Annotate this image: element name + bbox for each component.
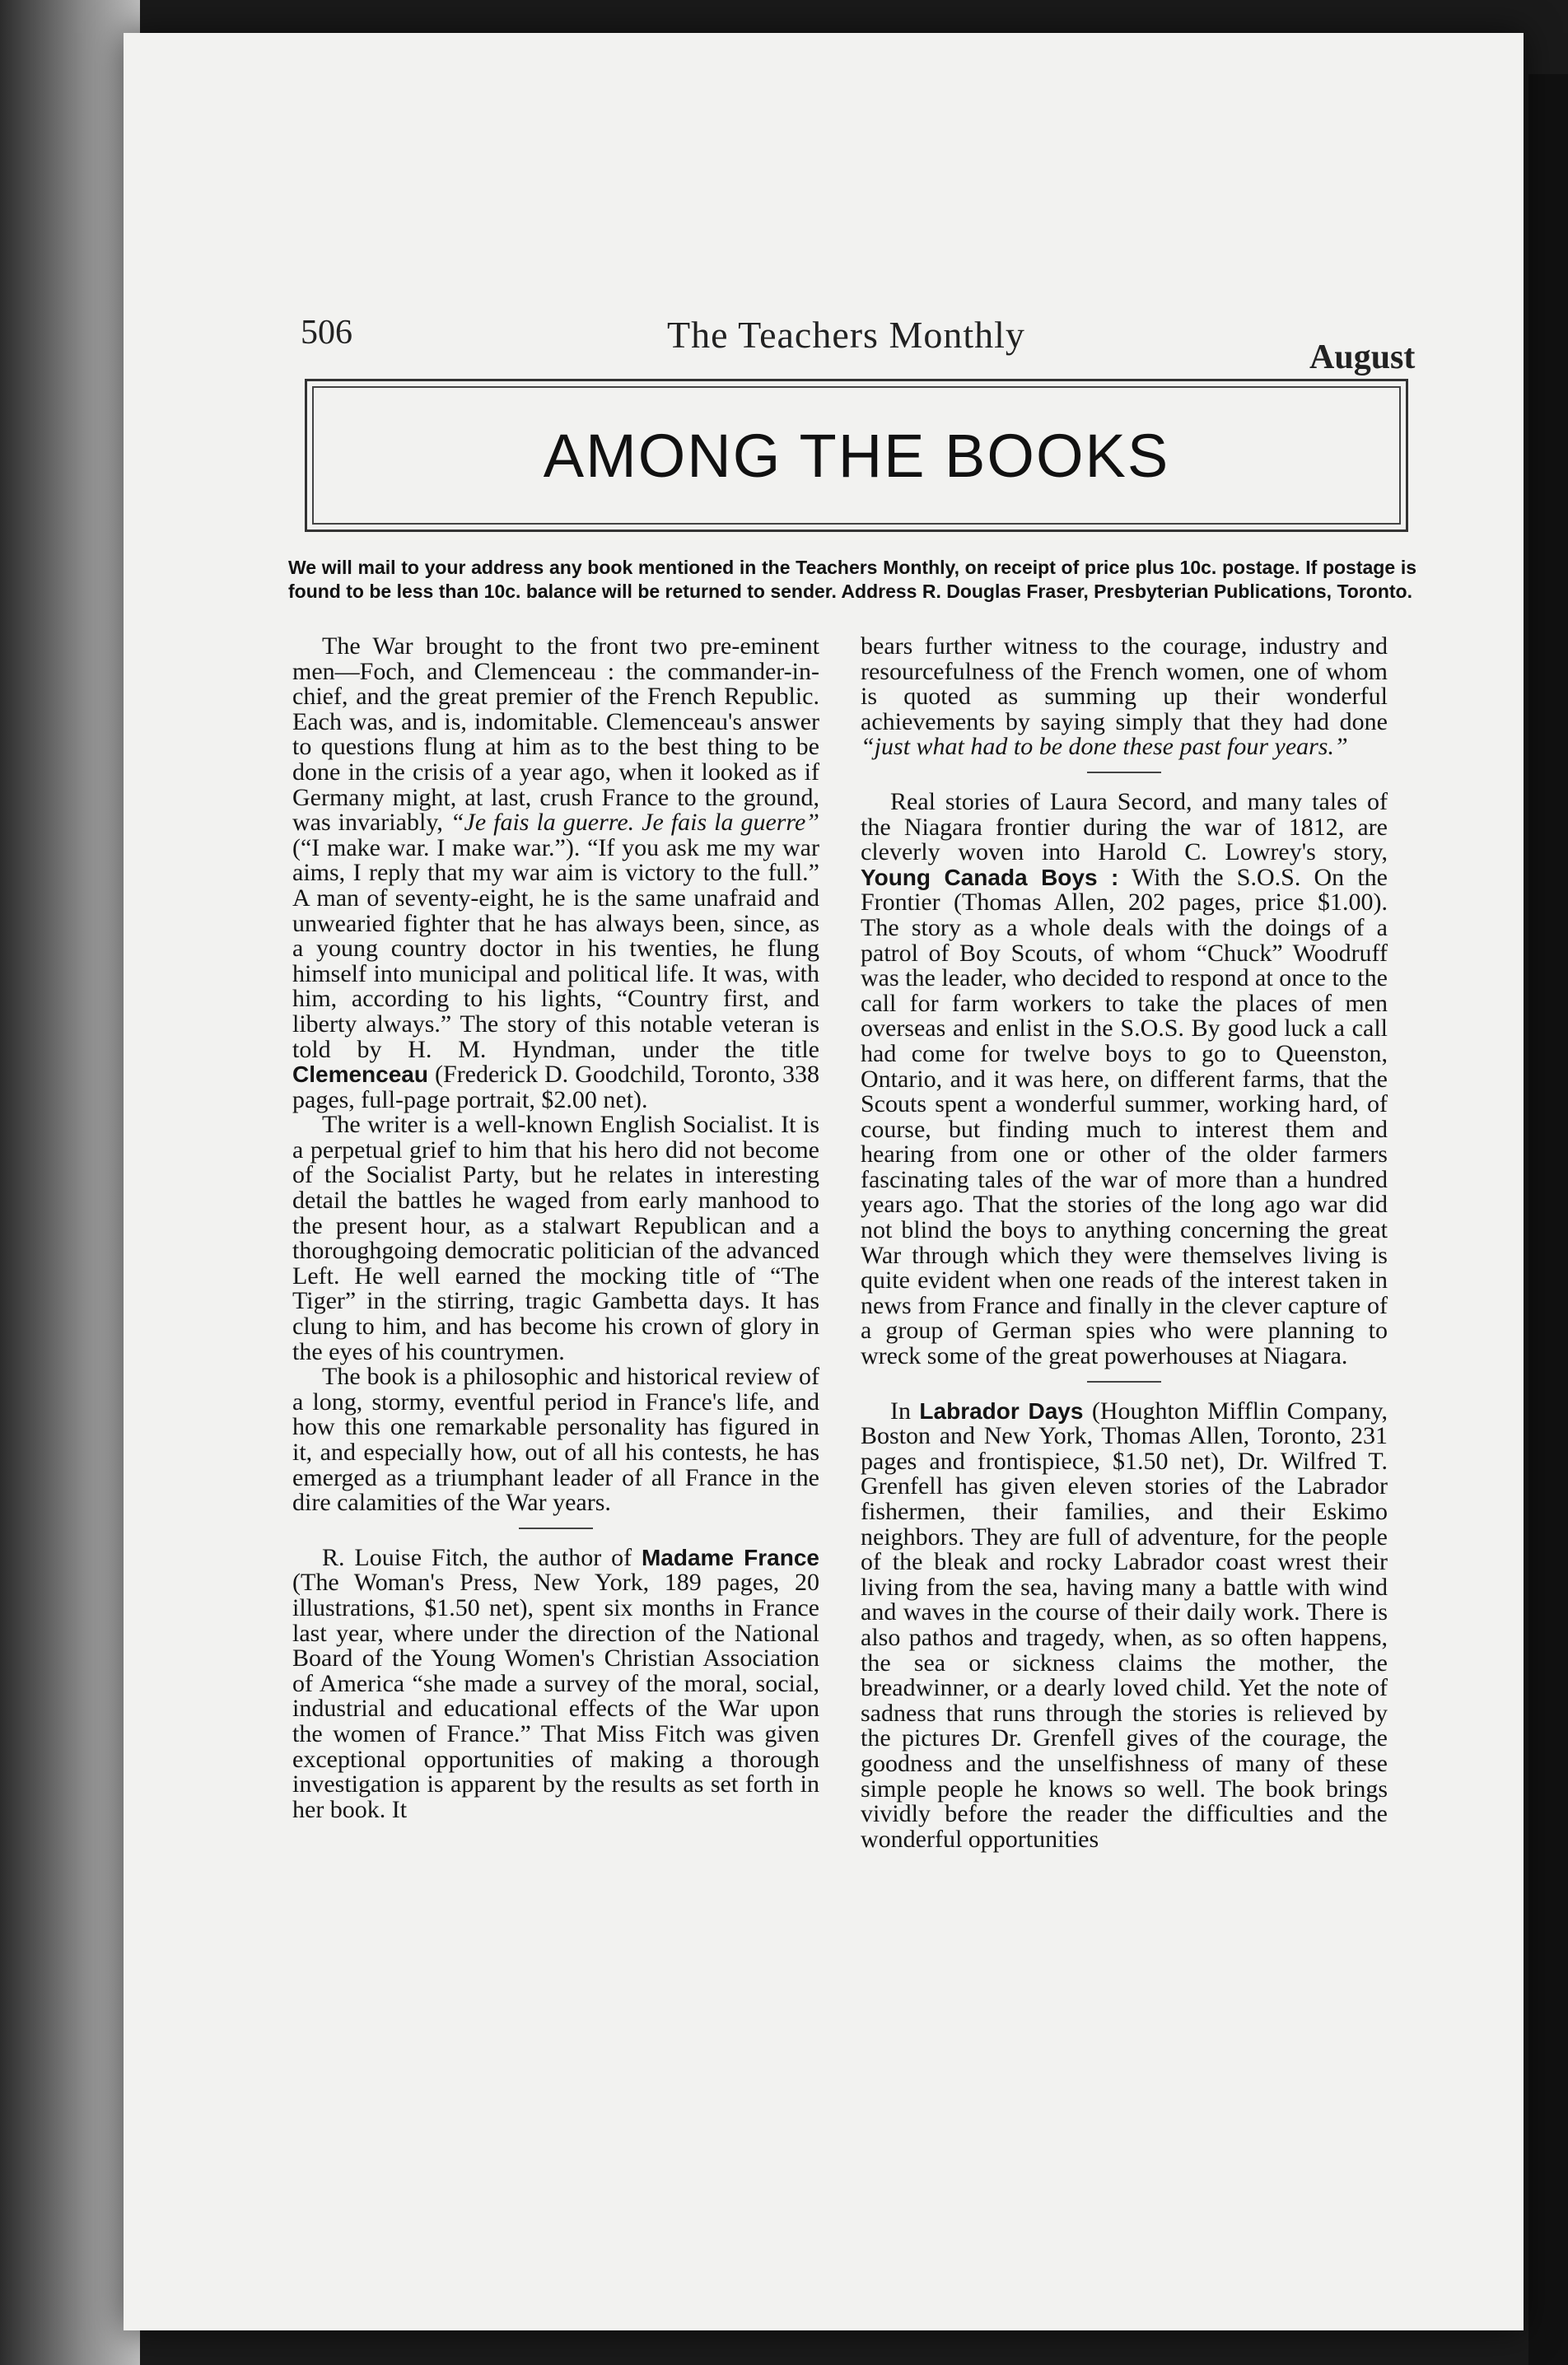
journal-title: The Teachers Monthly	[667, 314, 1025, 356]
book-title-clemenceau: Clemenceau	[292, 1061, 428, 1088]
page-header	[124, 280, 1524, 376]
book-title-madame-france: Madame France	[641, 1544, 819, 1570]
book-spine	[0, 0, 140, 2365]
mail-order-notice: We will mail to your address any book mentioned in the Teachers Monthly, on receipt of price plus 10c. postage. If postage is found to be less than 10c. balance will be returned to sender. Address R. Douglas Fraser, Presbyterian Publications, Toronto.	[288, 557, 1416, 602]
section-banner	[305, 379, 1408, 532]
page-number: 506	[301, 314, 352, 352]
book-edge	[1528, 74, 1568, 2365]
paragraph-clemenceau-author: The writer is a well-known English Socialist. It is a perpetual grief to him that his hero did not become of the Socialist Party, but he relates in interesting detail the battles he waged from early manhood to the present hour, as a stalwart Republican and a thoroughgoing democratic politician of the advanced Left. He well earned the mocking title of “The Tiger” in the stirring, tragic Gambetta days. It has clung to him, and has become his crown of glory in the eyes of his countrymen.	[292, 1111, 819, 1365]
section-divider	[1087, 1381, 1161, 1383]
left-column	[292, 634, 819, 1822]
book-title-labrador-days: Labrador Days	[919, 1397, 1084, 1424]
magazine-page	[124, 33, 1524, 2330]
section-divider	[519, 1528, 593, 1529]
paragraph-young-canada-boys: Real stories of Laura Secord, and many tales of the Niagara frontier during the war of 1812, are cleverly woven into Harold C. Lowrey's story, Young Canada Boys : With the S.O.S. On the Frontier (Thomas Allen, 202 pages, price $1.00). The story as a whole deals with the doings of a patrol of Boy Scouts, of whom “Chuck” Woodruff was the leader, who decided to respond at once to the call for farm workers to take the places of men overseas and enlist in the S.O.S. By good luck a call had come for twelve boys to go to Queenston, Ontario, and it was here, on different farms, that the Scouts spent a wonderful summer, working hard, of course, but finding much to interest them and hearing from one or other of the older farmers fascinating tales of the war of more than a hundred years ago. That the stories of the long ago war did not blind the boys to anything concerning the great War through which they were themselves living is quite evident when one reads of the interest taken in news from France and finally in the clever capture of a group of German spies who were planning to wreck some of the great powerhouses at Niagara.	[861, 787, 1388, 1370]
section-title: AMONG THE BOOKS	[543, 421, 1170, 490]
paragraph-madame-france: R. Louise Fitch, the author of Madame France (The Woman's Press, New York, 189 pages, 20 illustrations, $1.50 net), spent six months in France last year, where under the direction of the National Board of the Young Women's Christian Association of America “she made a survey of the moral, social, industrial and educational effects of the War upon the women of France.” That Miss Fitch was given exceptional opportunities of making a thorough investigation is apparent by the results as set forth in her book. It	[292, 1543, 819, 1823]
right-column	[861, 634, 1388, 1852]
paragraph-clemenceau-review: The book is a philosophic and historical review of a long, stormy, eventful period in France's life, and how this one remarkable personality has figured in it, and especially how, out of all his contests, he has emerged as a triumphant leader of all France in the dire calamities of the War years.	[292, 1363, 819, 1517]
book-title-young-canada-boys: Young Canada Boys :	[861, 864, 1119, 890]
issue-month: August	[1309, 338, 1416, 376]
section-divider	[1087, 772, 1161, 773]
paragraph-labrador-days: In Labrador Days (Houghton Mifflin Company, Boston and New York, Thomas Allen, Toronto, 231 pages and frontispiece, $1.50 net), Dr. Wilfred T. Grenfell has given eleven stories of the Labrador fishermen, their families, and their Eskimo neighbors. They are full of adventure, for the people of the bleak and rocky Labrador coast wrest their living from the sea, having many a battle with wind and waves in the course of their daily work. There is also pathos and tragedy, when, as so often happens, the sea or sickness claims the mother, the breadwinner, or a dearly loved child. Yet the note of sadness that runs through the stories is relieved by the pictures Dr. Grenfell gives of the courage, the goodness and the unselfishness of many of these simple people he knows so well. The book brings vividly before the reader the difficulties and the wonderful opportunities	[861, 1397, 1388, 1853]
paragraph-clemenceau-intro: The War brought to the front two pre-eminent men—Foch, and Clemenceau : the commander-in-chief, and the great premier of the French Republic. Each was, and is, indomitable. Clemenceau's answer to questions flung at him as to the best thing to be done in the crisis of a year ago, when it looked as if Germany might, at last, crush France to the ground, was invariably, “Je fais la guerre. Je fais la guerre” (“I make war. I make war.”). “If you ask me my war aims, I reply that my war aim is victory to the full.” A man of seventy-eight, he is the same unafraid and unwearied fighter that he has always been, since, as a young country doctor in his twenties, he flung himself into municipal and political life. It was, with him, according to his lights, “Country first, and liberty always.” The story of this notable veteran is told by H. M. Hyndman, under the title Clemenceau (Frederick D. Goodchild, Toronto, 338 pages, full-page portrait, $2.00 net).	[292, 632, 819, 1113]
paragraph-madame-france-cont: bears further witness to the courage, industry and resourcefulness of the French women, one of whom is quoted as summing up their wonderful achievements by saying simply that they had done “just what had to be done these past four years.”	[861, 632, 1388, 761]
